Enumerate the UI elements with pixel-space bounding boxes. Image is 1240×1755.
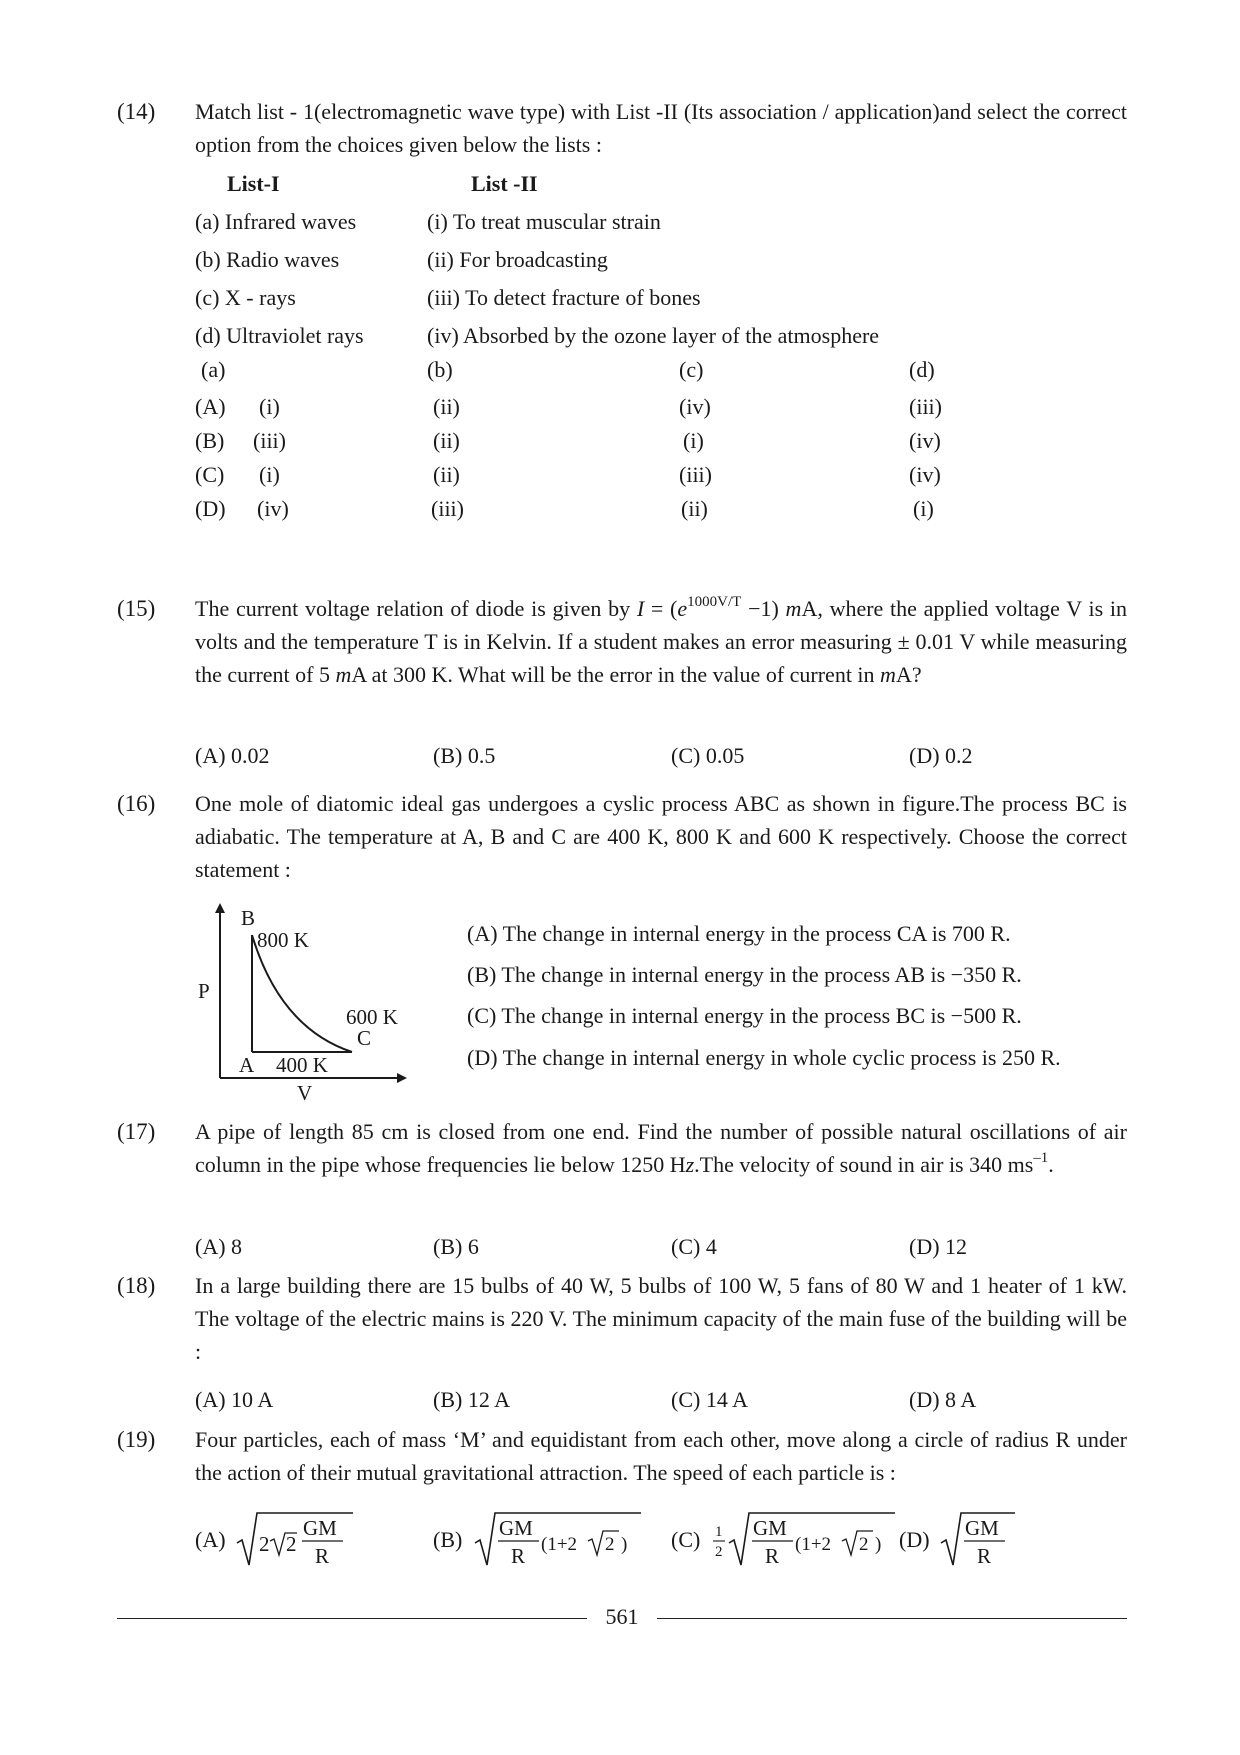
svg-text:2: 2 [715,1544,723,1560]
option-d[interactable]: (D) 12 [909,1234,968,1259]
option-c[interactable]: (C) 0.05 [671,743,745,768]
label-a-temp: 400 K [276,1053,328,1077]
option-a[interactable]: (A) 10 A [195,1387,274,1412]
pv-diagram [195,903,425,1103]
svg-text:GM: GM [965,1516,999,1540]
option-value: (i) [913,496,934,521]
options-row [195,739,1127,773]
option-value: (i) [259,394,280,419]
list-2-item: (iii) To detect fracture of bones [427,285,701,310]
label-c-temp: 600 K [346,1005,398,1029]
option-value: (iii) [431,496,464,521]
question-number: (18) [117,1273,156,1298]
question-number: (14) [117,99,156,124]
label-b: B [241,906,256,930]
option-value: (ii) [681,496,708,521]
svg-text:GM: GM [303,1516,337,1540]
option-label: (C) [195,462,225,487]
svg-text:GM: GM [753,1516,787,1540]
list-2-item: (iv) Absorbed by the ozone layer of the atmosphere [427,323,880,348]
option-d[interactable]: (D) 0.2 [909,743,973,768]
question-stem: One mole of diatomic ideal gas undergoes a cyslic process ABC as shown in figure.The process BC is adiabatic. The temperature at A, B and C are 400 K, 800 K and 600 K respectively. Choose the correct statement : [195,791,1127,882]
svg-text:R: R [315,1544,330,1568]
option-value: (ii) [433,428,460,453]
question-stem: Match list - 1(electromagnetic wave type) with List -II (Its association / application)and select the correct option from the choices given below the lists : [195,99,1127,157]
process-bc-adiabatic [252,935,352,1052]
option-value: (iv) [257,496,289,521]
question-number: (16) [117,791,156,816]
options-row [195,1383,1127,1417]
option-value: (ii) [433,462,460,487]
question-number: (19) [117,1427,156,1452]
option-b[interactable]: (B) 6 [433,1234,479,1259]
option-value: (iii) [253,428,286,453]
label-c: C [357,1026,372,1050]
list-1-heading: List-I [227,171,280,196]
option-c[interactable]: (C) The change in internal energy in the process BC is −500 R. [467,1003,1022,1028]
column-heading: (d) [909,357,935,382]
option-label: (D) [195,496,226,521]
label-b-temp: 800 K [257,928,309,952]
question-stem: A pipe of length 85 cm is closed from one end. Find the number of possible natural oscillations of air column in the pipe whose frequencies lie below 1250 Hz.The velocity of sound in air is 340 $ms^{-1}$. [195,1119,1127,1177]
list-1-item: (a) Infrared waves [195,209,357,234]
svg-text:R: R [511,1544,526,1568]
option-a-formula [235,1509,355,1571]
svg-text:2: 2 [286,1532,297,1556]
option-label: (B) [195,428,225,453]
svg-text:): ) [621,1534,628,1555]
option-d[interactable]: (D) 8 A [909,1387,977,1412]
option-c[interactable]: (C) 4 [671,1234,717,1259]
svg-text:): ) [875,1534,882,1555]
svg-text:2: 2 [859,1534,869,1555]
label-v: V [297,1081,313,1105]
question-number: (17) [117,1119,156,1144]
option-d[interactable]: (D) The change in internal energy in whole cyclic process is 250 R. [467,1045,1061,1070]
option-d-formula [939,1509,1019,1571]
svg-text:R: R [765,1544,780,1568]
svg-text:2: 2 [259,1532,270,1556]
option-value: (ii) [433,394,460,419]
list-1-item: (b) Radio waves [195,247,340,272]
y-axis-arrow [215,903,225,913]
page-number: 561 [605,1604,639,1629]
option-value: (i) [259,462,280,487]
svg-text:GM: GM [499,1516,533,1540]
option-c-formula [711,1509,911,1571]
option-value: (i) [683,428,704,453]
list-1-item: (d) Ultraviolet rays [195,323,364,348]
option-b[interactable]: (B) 0.5 [433,743,496,768]
label-a: A [239,1053,255,1077]
option-b[interactable]: (B) 12 A [433,1387,510,1412]
list-2-item: (ii) For broadcasting [427,247,608,272]
svg-text:1: 1 [715,1524,723,1540]
svg-text:(1+2: (1+2 [795,1534,832,1555]
list-2-heading: List -II [471,171,538,196]
option-value: (iv) [909,462,941,487]
svg-text:2: 2 [605,1534,615,1555]
x-axis-arrow [397,1073,407,1083]
footer-rule-right [657,1618,1127,1619]
label-p: P [198,979,210,1003]
column-heading: (a) [201,357,226,382]
question-number: (15) [117,596,156,621]
option-value: (iv) [909,428,941,453]
question-stem: In a large building there are 15 bulbs of 40 W, 5 bulbs of 100 W, 5 fans of 80 W and 1 heater of 1 kW. The voltage of the electric mains is 220 V. The minimum capacity of the main fuse of the building will be : [195,1273,1127,1364]
column-heading: (c) [679,357,704,382]
option-a[interactable]: (A) 0.02 [195,743,270,768]
option-b-formula [473,1509,643,1571]
option-label: (A) [195,394,226,419]
svg-text:R: R [977,1544,992,1568]
svg-text:(1+2: (1+2 [541,1534,578,1555]
option-b[interactable]: (B) The change in internal energy in the process AB is −350 R. [467,962,1022,987]
pv-diagram-svg [195,903,425,1103]
option-value: (iii) [679,462,712,487]
column-heading: (b) [427,357,453,382]
footer-rule-left [117,1618,587,1619]
options-row [195,1230,1127,1264]
list-2-item: (i) To treat muscular strain [427,209,661,234]
question-stem: The current voltage relation of diode is given by $I = (e^{1000V/T} -1)$ mA, where the applied voltage V is in volts and the temperature T is in Kelvin. If a student makes an error measuring ± 0.01 V while measuring the current of 5 mA at 300 K. What will be the error in the value of current in mA? [195,593,1127,687]
option-a[interactable]: (A) 8 [195,1234,243,1259]
question-stem: Four particles, each of mass ‘M’ and equidistant from each other, move along a circle of radius R under the action of their mutual gravitational attraction. The speed of each particle is : [195,1427,1127,1485]
option-c[interactable]: (C) 14 A [671,1387,748,1412]
option-value: (iv) [679,394,711,419]
list-1-item: (c) X - rays [195,285,296,310]
option-value: (iii) [909,394,942,419]
option-a[interactable]: (A) The change in internal energy in the process CA is 700 R. [467,921,1011,946]
page-footer [117,1600,1127,1630]
